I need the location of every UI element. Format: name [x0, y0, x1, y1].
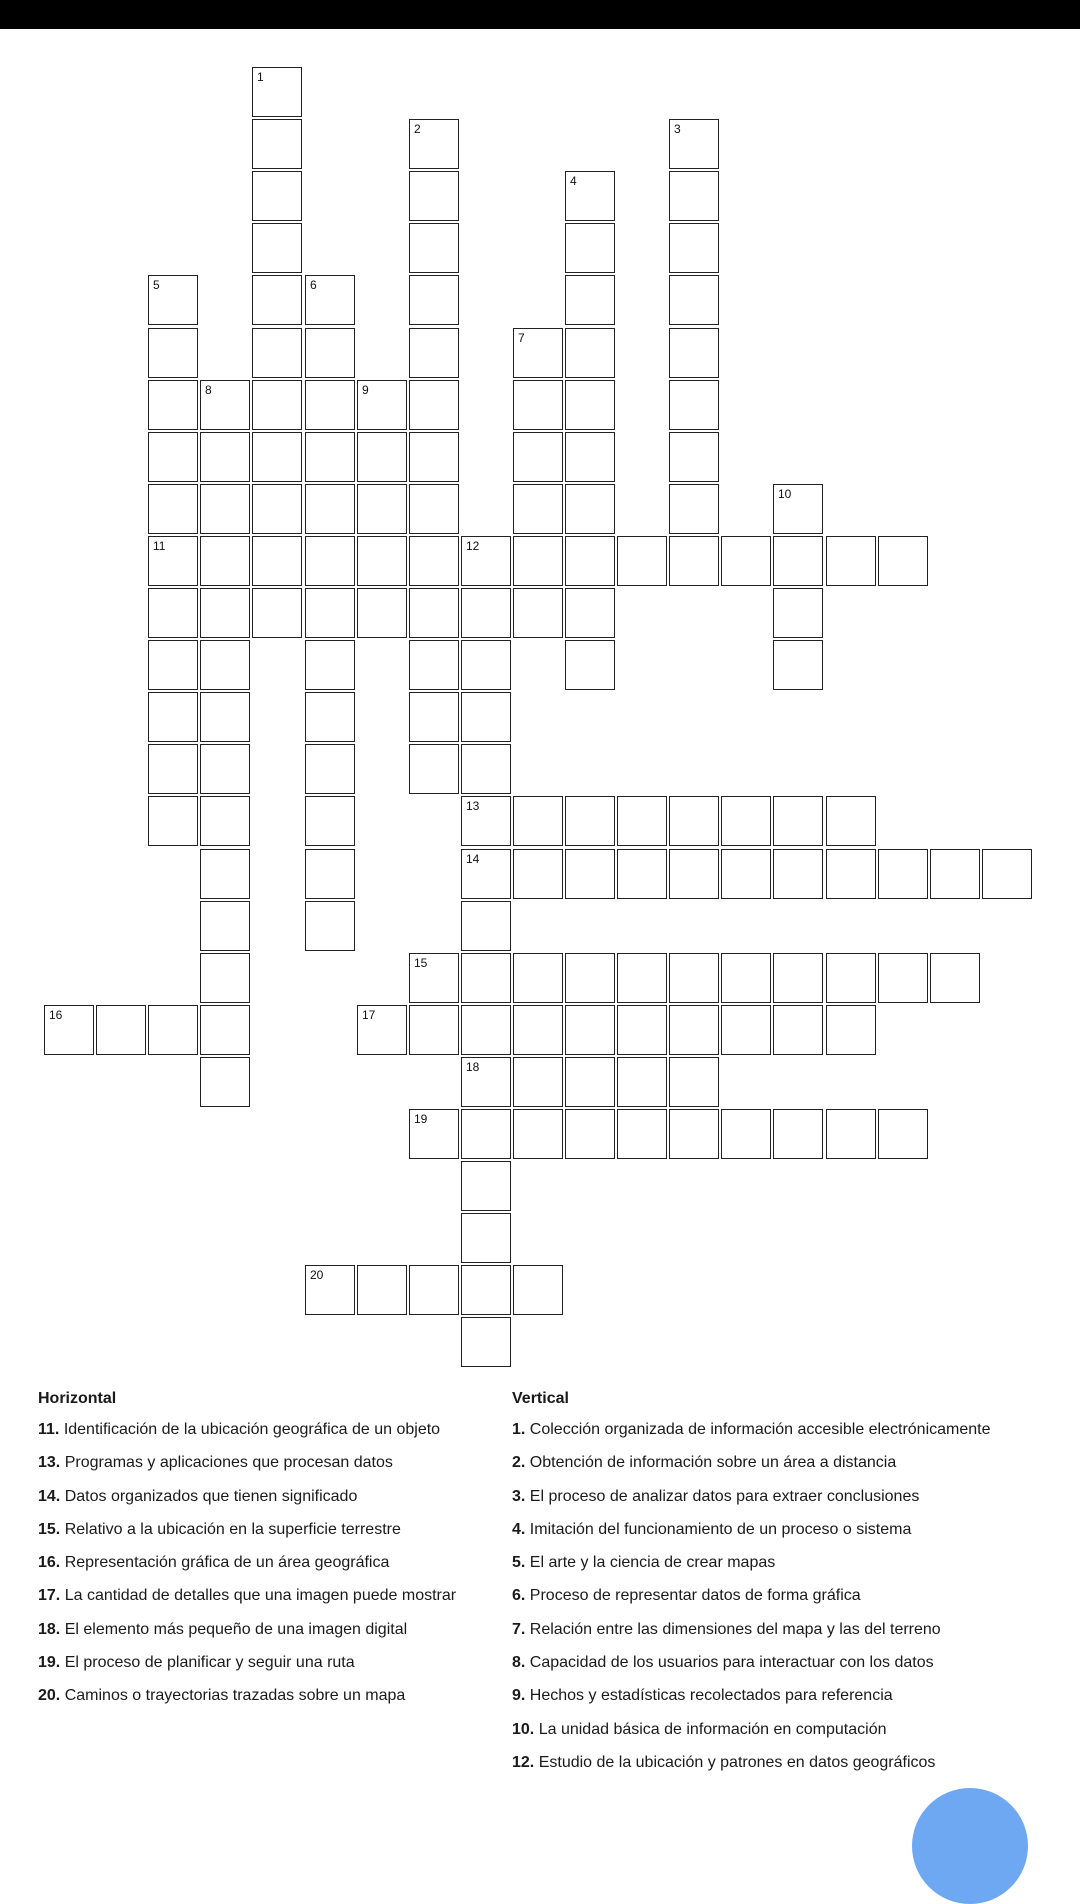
clue-down-1: 1. Colección organizada de información accesible electrónicamente — [512, 1421, 991, 1438]
crossword-cell[interactable] — [826, 1109, 876, 1159]
clue-across-17: 17. La cantidad de detalles que una imagen puede mostrar — [38, 1587, 457, 1605]
crossword-cell[interactable] — [461, 1109, 511, 1159]
floating-action-button[interactable] — [912, 1788, 1028, 1904]
clue-down-3: 3. El proceso de analizar datos para extraer conclusiones — [512, 1487, 920, 1505]
crossword-cell[interactable] — [461, 640, 511, 690]
crossword-cell[interactable] — [409, 953, 459, 1003]
crossword-cell[interactable] — [305, 692, 355, 742]
crossword-cell[interactable] — [200, 432, 250, 482]
crossword-cell[interactable] — [513, 1057, 563, 1107]
crossword-cell[interactable] — [565, 1057, 615, 1107]
crossword-cell[interactable] — [148, 744, 198, 794]
crossword-cell[interactable] — [565, 380, 615, 430]
crossword-cell[interactable] — [409, 744, 459, 794]
crossword-cell[interactable] — [409, 1109, 459, 1159]
clue-across-20: 20. Caminos o trayectorias trazadas sobre un mapa — [38, 1687, 406, 1705]
crossword-cell[interactable] — [930, 953, 980, 1003]
cell-number: 9 — [362, 383, 369, 397]
crossword-cell[interactable] — [409, 432, 459, 482]
crossword-cell[interactable] — [721, 953, 771, 1003]
clue-down-8: 8. Capacidad de los usuarios para interactuar con los datos — [512, 1654, 934, 1672]
crossword-cell[interactable] — [461, 849, 511, 899]
crossword-cell[interactable] — [721, 1109, 771, 1159]
clue-down-2: 2. Obtención de información sobre un área a distancia — [512, 1454, 897, 1472]
cell-number: 15 — [414, 956, 428, 970]
crossword-cell[interactable] — [669, 849, 719, 899]
crossword-cell[interactable] — [826, 1005, 876, 1055]
crossword-cell[interactable] — [305, 484, 355, 534]
cell-number: 10 — [778, 487, 792, 501]
crossword-cell[interactable] — [252, 67, 302, 117]
crossword-cell[interactable] — [513, 328, 563, 378]
crossword-cell[interactable] — [148, 484, 198, 534]
crossword-cell[interactable] — [721, 536, 771, 586]
crossword-cell[interactable] — [617, 849, 667, 899]
crossword-cell[interactable] — [305, 588, 355, 638]
crossword-cell[interactable] — [305, 328, 355, 378]
crossword-cell[interactable] — [565, 275, 615, 325]
cell-number: 5 — [153, 278, 160, 292]
crossword-cell[interactable] — [930, 849, 980, 899]
clue-down-7: 7. Relación entre las dimensiones del mapa y las del terreno — [512, 1620, 941, 1638]
crossword-cell[interactable] — [878, 536, 928, 586]
crossword-cell[interactable] — [513, 953, 563, 1003]
crossword-cell[interactable] — [305, 796, 355, 846]
crossword-cell[interactable] — [773, 796, 823, 846]
crossword-cell[interactable] — [148, 432, 198, 482]
cell-number: 19 — [414, 1112, 428, 1126]
crossword-cell[interactable] — [357, 380, 407, 430]
crossword-cell[interactable] — [565, 588, 615, 638]
crossword-cell[interactable] — [617, 1005, 667, 1055]
crossword-cell[interactable] — [617, 1109, 667, 1159]
clue-across-14: 14. Datos organizados que tienen significado — [38, 1487, 358, 1505]
crossword-cell[interactable] — [461, 744, 511, 794]
crossword-cell[interactable] — [200, 484, 250, 534]
crossword-cell[interactable] — [200, 1005, 250, 1055]
crossword-cell[interactable] — [409, 171, 459, 221]
crossword-cell[interactable] — [305, 849, 355, 899]
crossword-cell[interactable] — [200, 901, 250, 951]
crossword-cell[interactable] — [461, 588, 511, 638]
clue-down-5: 5. El arte y la ciencia de crear mapas — [512, 1554, 776, 1572]
crossword-cell[interactable] — [357, 432, 407, 482]
crossword-cell[interactable] — [565, 796, 615, 846]
cell-number: 2 — [414, 122, 421, 136]
crossword-cell[interactable] — [44, 1005, 94, 1055]
crossword-cell[interactable] — [252, 328, 302, 378]
crossword-cell[interactable] — [409, 1265, 459, 1315]
crossword-cell[interactable] — [669, 484, 719, 534]
crossword-cell[interactable] — [513, 1265, 563, 1315]
crossword-cell[interactable] — [461, 1005, 511, 1055]
clue-down-9: 9. Hechos y estadísticas recolectados para referencia — [512, 1687, 893, 1705]
cell-number: 4 — [570, 174, 577, 188]
crossword-cell[interactable] — [200, 849, 250, 899]
crossword-cell[interactable] — [826, 849, 876, 899]
crossword-cell[interactable] — [252, 484, 302, 534]
clue-across-15: 15. Relativo a la ubicación en la superficie terrestre — [38, 1520, 401, 1538]
crossword-cell[interactable] — [669, 119, 719, 169]
crossword-cell[interactable] — [461, 1265, 511, 1315]
clue-across-16: 16. Representación gráfica de un área geográfica — [38, 1554, 390, 1572]
clue-down-4: 4. Imitación del funcionamiento de un proceso o sistema — [512, 1520, 912, 1538]
crossword-cell[interactable] — [513, 432, 563, 482]
crossword-cell[interactable] — [409, 275, 459, 325]
crossword-cell[interactable] — [669, 796, 719, 846]
crossword-cell[interactable] — [409, 380, 459, 430]
vertical-clues — [512, 1385, 991, 1784]
cell-number: 6 — [310, 278, 317, 292]
crossword-cell[interactable] — [200, 1057, 250, 1107]
crossword-cell[interactable] — [617, 953, 667, 1003]
cell-number: 16 — [49, 1008, 63, 1022]
crossword-cell[interactable] — [148, 275, 198, 325]
clue-across-18: 18. El elemento más pequeño de una imagen digital — [38, 1620, 408, 1638]
crossword-cell[interactable] — [148, 692, 198, 742]
crossword-cell[interactable] — [565, 223, 615, 273]
crossword-cell[interactable] — [252, 380, 302, 430]
crossword-cell[interactable] — [669, 171, 719, 221]
cell-number: 13 — [466, 799, 480, 813]
crossword-cell[interactable] — [565, 640, 615, 690]
crossword-cell[interactable] — [461, 1057, 511, 1107]
clue-down-12: 12. Estudio de la ubicación y patrones en datos geográficos — [512, 1753, 936, 1771]
crossword-cell[interactable] — [826, 536, 876, 586]
clue-across-11: 11. Identificación de la ubicación geográfica de un objeto — [38, 1421, 441, 1438]
crossword-cell[interactable] — [565, 849, 615, 899]
crossword-cell[interactable] — [409, 119, 459, 169]
crossword-cell[interactable] — [252, 536, 302, 586]
crossword-cell[interactable] — [357, 484, 407, 534]
crossword-cell[interactable] — [565, 1109, 615, 1159]
crossword-cell[interactable] — [461, 1317, 511, 1367]
crossword-cell[interactable] — [200, 588, 250, 638]
crossword-cell[interactable] — [409, 640, 459, 690]
crossword-cell[interactable] — [721, 1005, 771, 1055]
crossword-cell[interactable] — [409, 328, 459, 378]
crossword-cell[interactable] — [409, 588, 459, 638]
crossword-cell[interactable] — [200, 953, 250, 1003]
crossword-cell[interactable] — [96, 1005, 146, 1055]
crossword-cell[interactable] — [252, 223, 302, 273]
crossword-cell[interactable] — [305, 1265, 355, 1315]
crossword-cell[interactable] — [409, 536, 459, 586]
crossword-cell[interactable] — [357, 536, 407, 586]
crossword-cell[interactable] — [565, 328, 615, 378]
crossword-cell[interactable] — [461, 796, 511, 846]
crossword-cell[interactable] — [252, 275, 302, 325]
crossword-cell[interactable] — [617, 536, 667, 586]
crossword-cell[interactable] — [721, 796, 771, 846]
crossword-cell[interactable] — [461, 536, 511, 586]
crossword-cell[interactable] — [409, 223, 459, 273]
crossword-cell[interactable] — [200, 536, 250, 586]
cell-number: 17 — [362, 1008, 376, 1022]
crossword-cell[interactable] — [148, 796, 198, 846]
horizontal-title: Horizontal — [38, 1390, 117, 1407]
cell-number: 12 — [466, 539, 480, 553]
crossword-cell[interactable] — [669, 1057, 719, 1107]
crossword-cell[interactable] — [669, 275, 719, 325]
crossword-cell[interactable] — [200, 380, 250, 430]
crossword-cell[interactable] — [252, 119, 302, 169]
crossword-cell[interactable] — [513, 796, 563, 846]
crossword-cell[interactable] — [461, 953, 511, 1003]
cell-number: 8 — [205, 383, 212, 397]
cell-number: 3 — [674, 122, 681, 136]
crossword-cell[interactable] — [305, 275, 355, 325]
crossword-cell[interactable] — [148, 328, 198, 378]
crossword-cell[interactable] — [669, 432, 719, 482]
cell-number: 1 — [257, 70, 264, 84]
vertical-title: Vertical — [512, 1390, 569, 1407]
cell-number: 14 — [466, 852, 480, 866]
crossword-cell[interactable] — [773, 536, 823, 586]
crossword-cell[interactable] — [200, 796, 250, 846]
clue-across-19: 19. El proceso de planificar y seguir una ruta — [38, 1654, 355, 1672]
crossword-cell[interactable] — [148, 536, 198, 586]
crossword-cell[interactable] — [565, 432, 615, 482]
crossword-cell[interactable] — [878, 953, 928, 1003]
crossword-cell[interactable] — [669, 1005, 719, 1055]
crossword-cell[interactable] — [305, 640, 355, 690]
crossword-cell[interactable] — [878, 849, 928, 899]
crossword-cell[interactable] — [513, 484, 563, 534]
crossword-cell[interactable] — [461, 692, 511, 742]
crossword-cell[interactable] — [357, 1265, 407, 1315]
crossword-cell[interactable] — [669, 328, 719, 378]
crossword-cell[interactable] — [357, 1005, 407, 1055]
crossword-cell[interactable] — [305, 901, 355, 951]
crossword-cell[interactable] — [669, 223, 719, 273]
crossword-cell[interactable] — [409, 692, 459, 742]
crossword-cell[interactable] — [565, 484, 615, 534]
crossword-cell[interactable] — [148, 640, 198, 690]
crossword-cell[interactable] — [148, 380, 198, 430]
crossword-cell[interactable] — [513, 1005, 563, 1055]
crossword-cell[interactable] — [773, 484, 823, 534]
crossword-cell[interactable] — [305, 380, 355, 430]
horizontal-clues — [38, 1385, 456, 1718]
crossword-cell[interactable] — [513, 380, 563, 430]
crossword-cell[interactable] — [565, 536, 615, 586]
crossword-cell[interactable] — [200, 640, 250, 690]
crossword-cell[interactable] — [252, 432, 302, 482]
crossword-cell[interactable] — [148, 588, 198, 638]
cell-number: 18 — [466, 1060, 480, 1074]
crossword-cell[interactable] — [200, 744, 250, 794]
cell-number: 7 — [518, 331, 525, 345]
crossword-cell[interactable] — [617, 1057, 667, 1107]
crossword-cell[interactable] — [773, 588, 823, 638]
crossword-cell[interactable] — [721, 849, 771, 899]
crossword-cell[interactable] — [305, 744, 355, 794]
clue-down-10: 10. La unidad básica de información en computación — [512, 1720, 887, 1738]
crossword-cell[interactable] — [513, 536, 563, 586]
crossword-cell[interactable] — [252, 171, 302, 221]
crossword-cell[interactable] — [773, 1005, 823, 1055]
crossword-cell[interactable] — [669, 1109, 719, 1159]
crossword-cell[interactable] — [773, 640, 823, 690]
crossword-cell[interactable] — [878, 1109, 928, 1159]
cell-number: 11 — [153, 539, 166, 553]
cell-number: 20 — [310, 1268, 324, 1282]
crossword-cell[interactable] — [565, 1005, 615, 1055]
crossword-cell[interactable] — [461, 1161, 511, 1211]
clue-across-13: 13. Programas y aplicaciones que procesan datos — [38, 1454, 393, 1472]
crossword-cell[interactable] — [252, 588, 302, 638]
crossword-cell[interactable] — [200, 692, 250, 742]
crossword-cell[interactable] — [982, 849, 1032, 899]
crossword-cell[interactable] — [773, 953, 823, 1003]
crossword-cell[interactable] — [513, 588, 563, 638]
crossword-cell[interactable] — [669, 380, 719, 430]
crossword-cell[interactable] — [148, 1005, 198, 1055]
crossword-cell[interactable] — [773, 849, 823, 899]
crossword-cell[interactable] — [773, 1109, 823, 1159]
crossword-cell[interactable] — [357, 588, 407, 638]
crossword-cell[interactable] — [826, 953, 876, 1003]
crossword-cell[interactable] — [669, 536, 719, 586]
crossword-cell[interactable] — [513, 849, 563, 899]
crossword-cell[interactable] — [461, 901, 511, 951]
crossword-cell[interactable] — [565, 953, 615, 1003]
crossword-cell[interactable] — [305, 536, 355, 586]
crossword-cell[interactable] — [513, 1109, 563, 1159]
crossword-cell[interactable] — [461, 1213, 511, 1263]
clue-down-6: 6. Proceso de representar datos de forma gráfica — [512, 1587, 861, 1605]
crossword-cell[interactable] — [409, 1005, 459, 1055]
crossword-cell[interactable] — [669, 953, 719, 1003]
crossword-cell[interactable] — [305, 432, 355, 482]
crossword-cell[interactable] — [565, 171, 615, 221]
crossword-cell[interactable] — [409, 484, 459, 534]
crossword-cell[interactable] — [826, 796, 876, 846]
crossword-cell[interactable] — [617, 796, 667, 846]
